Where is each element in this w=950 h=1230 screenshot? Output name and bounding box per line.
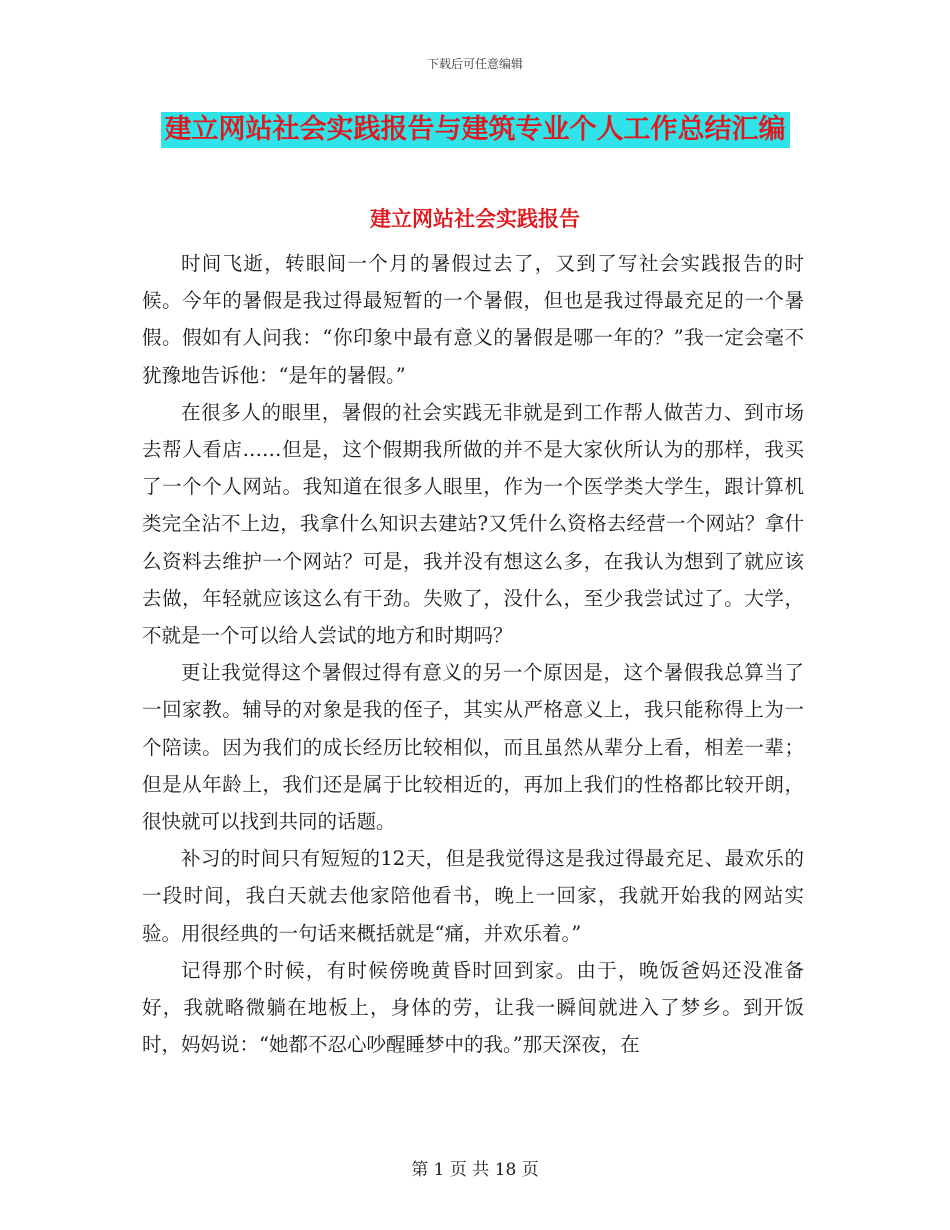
paragraph: 记得那个时候，有时候傍晚黄昏时回到家。由于，晚饭爸妈还没准备好，我就略微躺在地板上，身体的劳，让我一瞬间就进入了梦乡。到开饭时，妈妈说：“她都不忍心吵醒睡梦中的我。”那天深夜，在 [142, 958, 804, 1057]
document-body [142, 245, 804, 1063]
paragraph: 在很多人的眼里，暑假的社会实践无非就是到工作帮人做苦力、到市场去帮人看店……但是，这个假期我所做的并不是大家伙所认为的那样，我买了一个个人网站。我知道在很多人眼里，作为一个医学类大学生，跟计算机类完全沾不上边，我拿什么知识去建站?又凭什么资格去经营一个网站？拿什么资料去维护一个网站？可是，我并没有想这么多，在我认为想到了就应该去做，年轻就应该这么有干劲。失败了，没什么，至少我尝试过了。大学，不就是一个可以给人尝试的地方和时期吗？ [142, 400, 804, 648]
main-title: 建立网站社会实践报告与建筑专业个人工作总结汇编 [161, 112, 790, 148]
paragraph: 更让我觉得这个暑假过得有意义的另一个原因是，这个暑假我总算当了一回家教。辅导的对象是我的侄子，其实从严格意义上，我只能称得上为一个陪读。因为我们的成长经历比较相似，而且虽然从辈分上看，相差一辈；但是从年龄上，我们还是属于比较相近的，再加上我们的性格都比较开朗，很快就可以找到共同的话题。 [142, 661, 804, 834]
page-footer: 第 1 页 共 18 页 [411, 1160, 539, 1180]
paragraph: 补习的时间只有短短的12天，但是我觉得这是我过得最充足、最欢乐的一段时间，我白天就去他家陪他看书，晚上一回家，我就开始我的网站实验。用很经典的一句话来概括就是“痛，并欢乐着。” [142, 847, 804, 945]
page-header-note: 下载后可任意编辑 [426, 57, 523, 71]
section-title: 建立网站社会实践报告 [370, 207, 580, 231]
main-title-container [0, 112, 950, 148]
paragraph: 时间飞逝，转眼间一个月的暑假过去了，又到了写社会实践报告的时候。今年的暑假是我过得最短暂的一个暑假，但也是我过得最充足的一个暑假。假如有人问我：“你印象中最有意义的暑假是哪一年的？”我一定会毫不犹豫地告诉他：“是年的暑假。” [142, 252, 804, 387]
